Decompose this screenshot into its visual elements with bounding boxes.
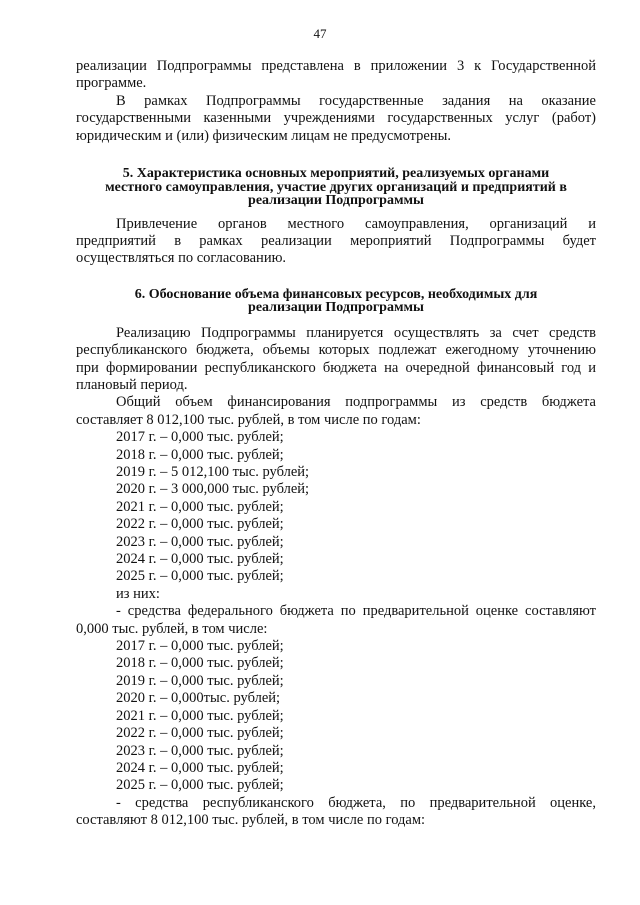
- section-5-title-line-1: 5. Характеристика основных мероприятий, реализуемых органами: [122, 166, 550, 182]
- total-year-item: 2018 г. – 0,000 тыс. рублей;: [116, 446, 284, 463]
- total-year-item: 2024 г. – 0,000 тыс. рублей;: [116, 551, 284, 568]
- republican-budget-line-2: составляют 8 012,100 тыс. рублей, в том числе по годам:: [76, 812, 426, 829]
- section-5-heading: [76, 167, 596, 208]
- federal-budget-line-1: - средства федерального бюджета по предварительной оценке составляют: [116, 603, 596, 620]
- federal-year-item: 2023 г. – 0,000 тыс. рублей;: [116, 742, 284, 759]
- funding-para-2-line-2: составляет 8 012,100 тыс. рублей, в том числе по годам:: [76, 411, 421, 428]
- page-content: [76, 58, 596, 830]
- of-them-label: из них:: [116, 585, 160, 602]
- total-year-item: 2020 г. – 3 000,000 тыс. рублей;: [116, 481, 310, 498]
- section-5-line-2: предприятий в рамках реализации мероприятий Подпрограммы будет: [76, 232, 596, 249]
- federal-year-item: 2024 г. – 0,000 тыс. рублей;: [116, 759, 284, 776]
- funding-para-1-line-4: плановый период.: [76, 376, 188, 393]
- section-5-title-line-2: местного самоуправления, участие других организаций и предприятий в: [105, 179, 567, 195]
- section-6-title-line-1: 6. Обоснование объема финансовых ресурсов, необходимых для: [134, 286, 538, 302]
- total-year-item: 2019 г. – 5 012,100 тыс. рублей;: [116, 464, 310, 480]
- total-funding-by-year-list: [76, 429, 596, 586]
- total-year-item: 2023 г. – 0,000 тыс. рублей;: [116, 533, 284, 550]
- funding-para-1-line-3: при формировании республиканского бюджета на очередной финансовый год и: [76, 359, 596, 376]
- funding-para-1-line-2: республиканского бюджета, объемы которых подлежат ежегодному уточнению: [76, 342, 596, 359]
- intro-line-3: В рамках Подпрограммы государственные задания на оказание: [116, 92, 596, 109]
- federal-year-item: 2017 г. – 0,000 тыс. рублей;: [116, 638, 284, 655]
- intro-line-5: юридическим и (или) физическим лицам не предусмотрены.: [76, 127, 451, 144]
- section-5-title-line-3: реализации Подпрограммы: [248, 193, 424, 209]
- intro-line-2: программе.: [76, 75, 147, 92]
- federal-year-item: 2025 г. – 0,000 тыс. рублей;: [116, 777, 284, 794]
- funding-para-2-line-1: Общий объем финансирования подпрограммы из средств бюджета: [116, 394, 596, 411]
- section-6-title-line-2: реализации Подпрограммы: [248, 300, 424, 316]
- intro-line-4: государственными казенными учреждениями государственных услуг (работ): [76, 110, 596, 127]
- page-number: 47: [313, 26, 327, 41]
- total-year-item: 2022 г. – 0,000 тыс. рублей;: [116, 516, 284, 533]
- federal-budget-line-2: 0,000 тыс. рублей, в том числе:: [76, 620, 268, 637]
- total-year-item: 2025 г. – 0,000 тыс. рублей;: [116, 568, 284, 585]
- total-year-item: 2017 г. – 0,000 тыс. рублей;: [116, 429, 284, 446]
- total-year-item: 2021 г. – 0,000 тыс. рублей;: [116, 498, 284, 515]
- section-6-heading: [76, 288, 596, 315]
- intro-line-1: реализации Подпрограммы представлена в приложении 3 к Государственной: [76, 58, 596, 74]
- republican-budget-line-1: - средства республиканского бюджета, по предварительной оценке,: [116, 794, 596, 811]
- federal-year-item: 2022 г. – 0,000 тыс. рублей;: [116, 725, 284, 742]
- federal-funding-by-year-list: [76, 638, 596, 795]
- federal-year-item: 2020 г. – 0,000тыс. рублей;: [116, 690, 281, 707]
- section-5-line-3: осуществляться по согласованию.: [76, 250, 287, 267]
- federal-year-item: 2019 г. – 0,000 тыс. рублей;: [116, 672, 284, 689]
- federal-year-item: 2021 г. – 0,000 тыс. рублей;: [116, 707, 284, 724]
- funding-para-1-line-1: Реализацию Подпрограммы планируется осуществлять за счет средств: [116, 324, 596, 341]
- section-5-line-1: Привлечение органов местного самоуправления, организаций и: [116, 215, 596, 232]
- federal-year-item: 2018 г. – 0,000 тыс. рублей;: [116, 655, 284, 672]
